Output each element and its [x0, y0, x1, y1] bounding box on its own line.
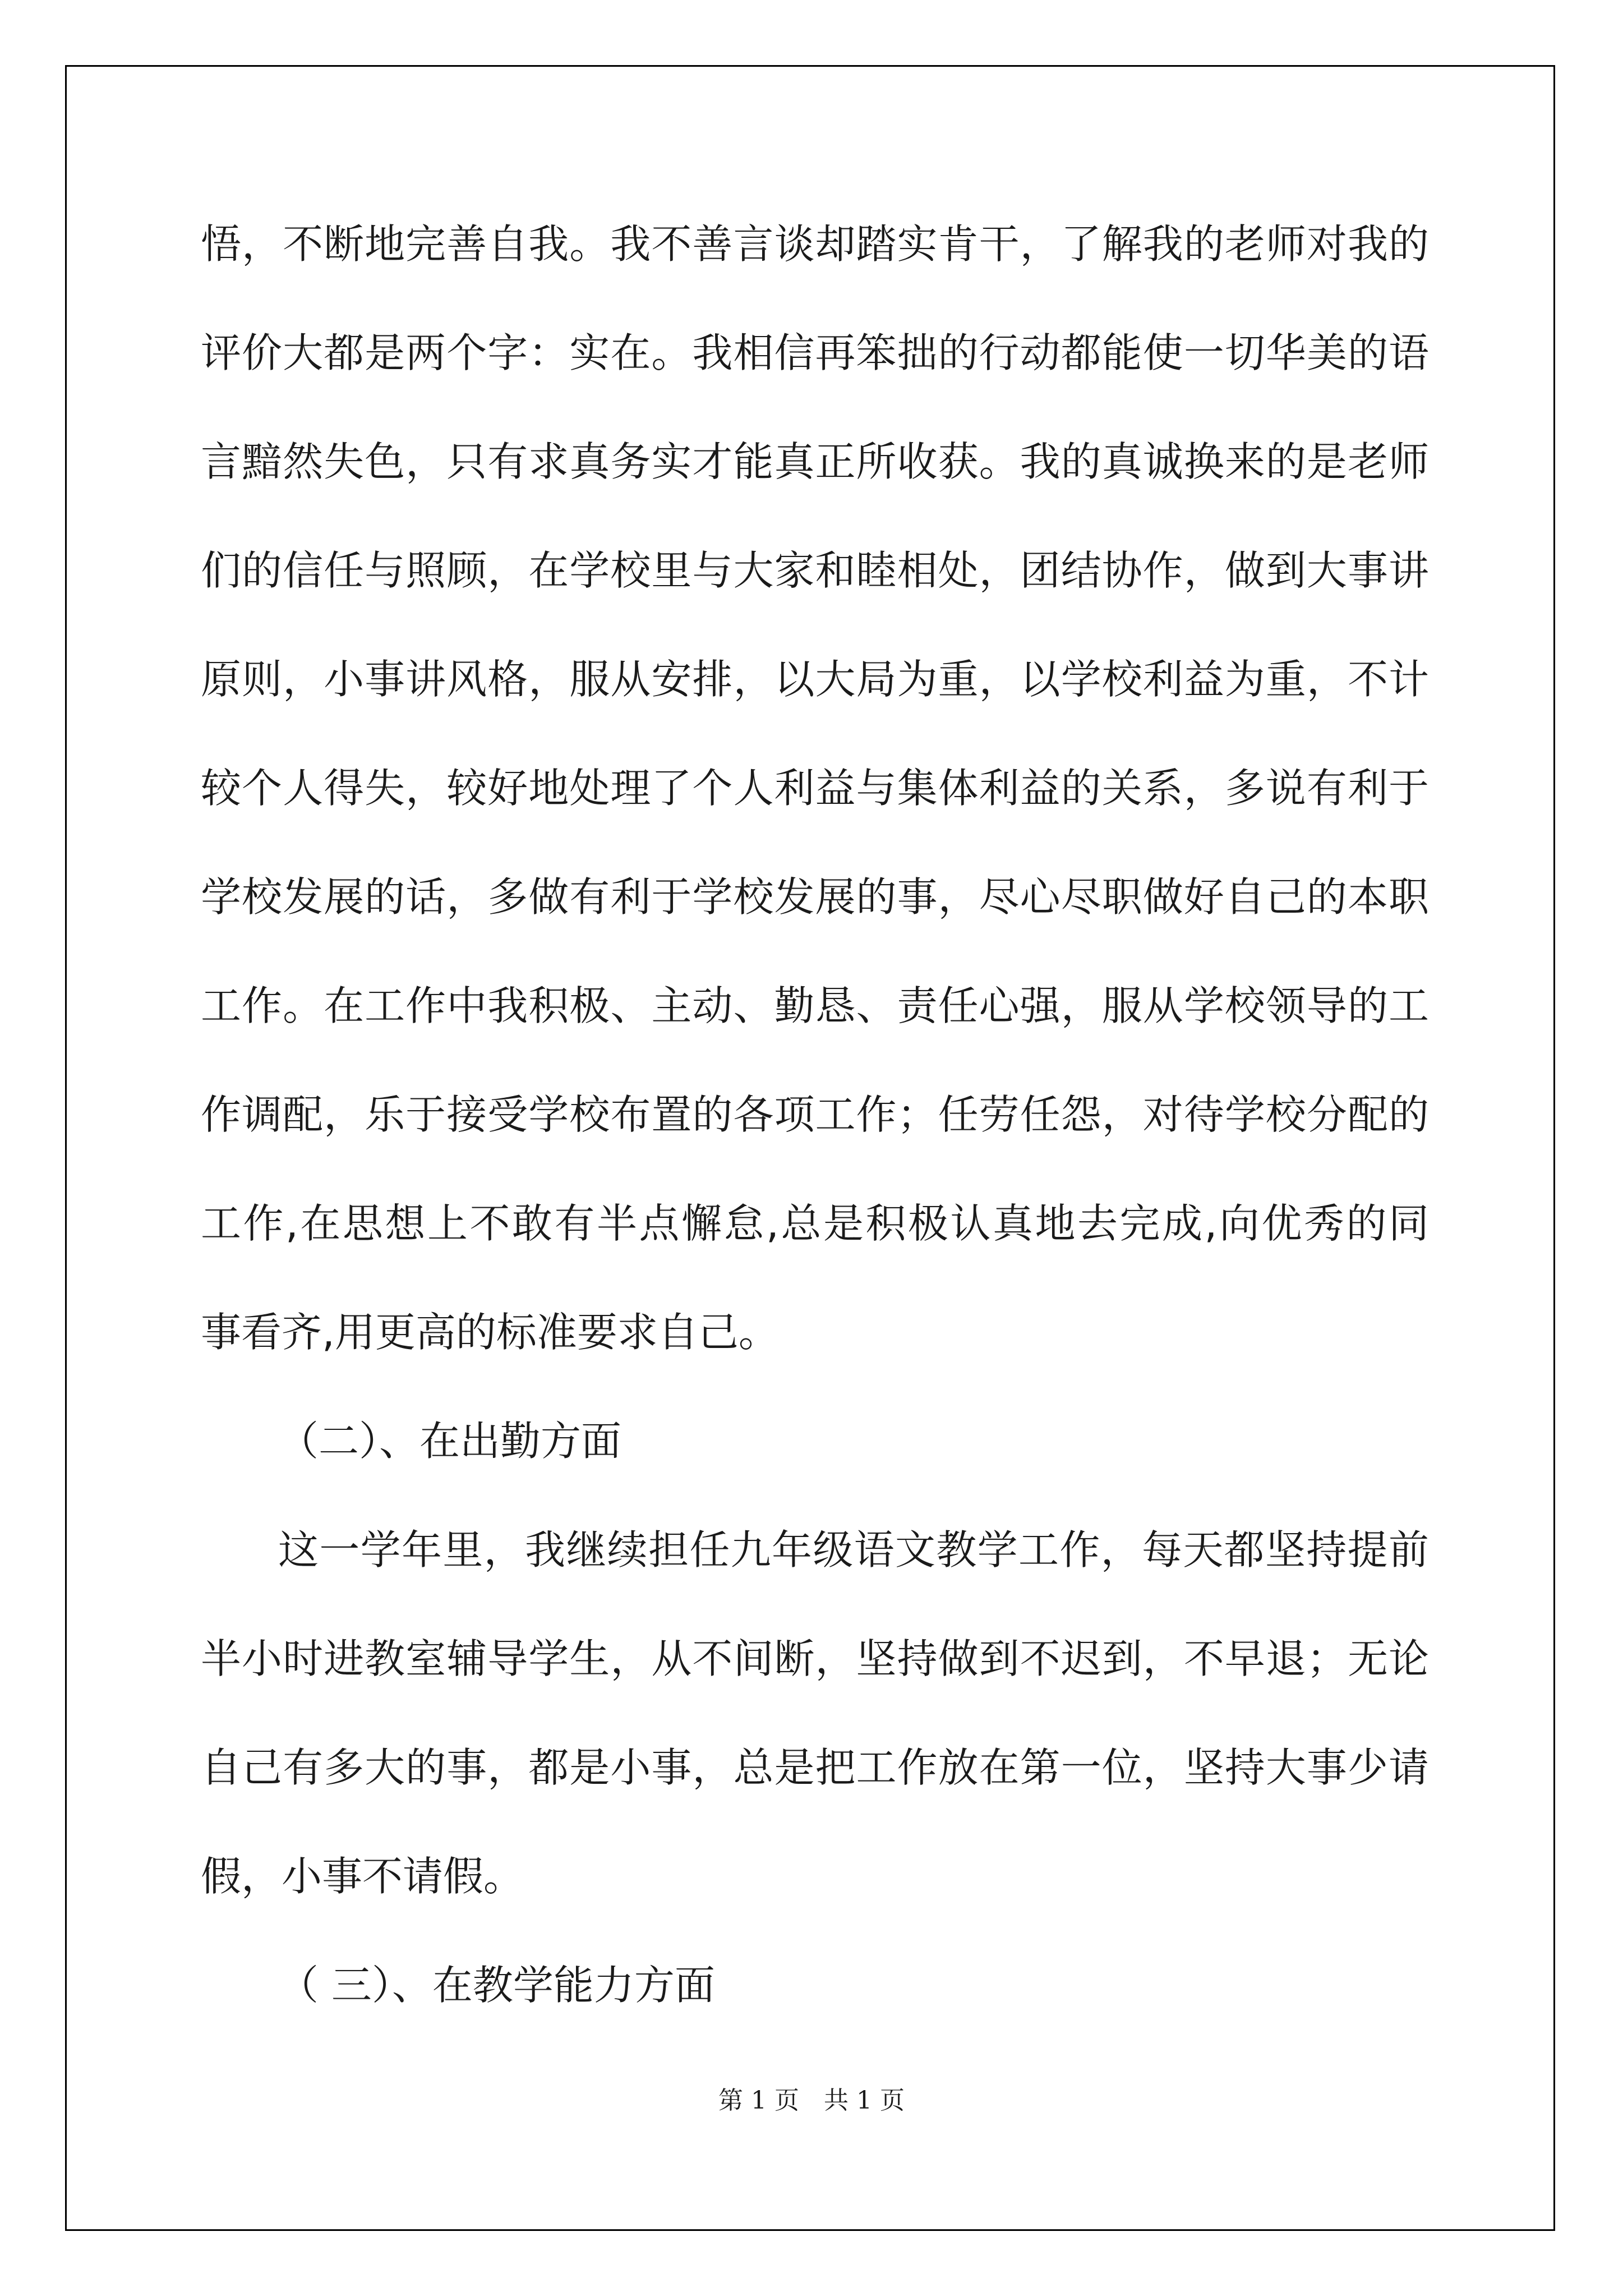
- paragraph-line: 原则，小事讲风格，服从安排，以大局为重，以学校利益为重，不计: [201, 656, 1429, 703]
- paragraph-line: 学校发展的话，多做有利于学校发展的事，尽心尽职做好自己的本职: [201, 873, 1429, 921]
- paragraph-line: 们的信任与照顾，在学校里与大家和睦相处，团结协作，做到大事讲: [201, 547, 1429, 594]
- paragraph-line: 工作。在工作中我积极、主动、勤恳、责任心强，服从学校领导的工: [201, 982, 1429, 1029]
- paragraph-line: 评价大都是两个字：实在。我相信再笨拙的行动都能使一切华美的语: [201, 329, 1429, 376]
- paragraph-line: 半小时进教室辅导学生，从不间断，坚持做到不迟到，不早退；无论: [201, 1635, 1429, 1682]
- paragraph-line: 言黯然失色，只有求真务实才能真正所收获。我的真诚换来的是老师: [201, 438, 1429, 485]
- section-heading: （二）、在出勤方面: [278, 1418, 622, 1465]
- paragraph-line: 自己有多大的事，都是小事，总是把工作放在第一位，坚持大事少请: [201, 1744, 1429, 1791]
- paragraph-line: 作调配，乐于接受学校布置的各项工作；任劳任怨，对待学校分配的: [201, 1091, 1429, 1138]
- paragraph-line: 较个人得失，较好地处理了个人利益与集体利益的关系，多说有利于: [201, 765, 1429, 812]
- page-number: 第 1 页 共 1 页: [718, 2086, 905, 2115]
- paragraph-line: 工作,在思想上不敢有半点懈怠,总是积极认真地去完成,向优秀的同: [201, 1200, 1429, 1247]
- paragraph-line: 假，小事不请假。: [201, 1853, 524, 1900]
- paragraph-line: 这一学年里，我继续担任九年级语文教学工作，每天都坚持提前: [278, 1526, 1429, 1573]
- paragraph-line: 悟，不断地完善自我。我不善言谈却踏实肯干，了解我的老师对我的: [201, 220, 1429, 268]
- paragraph-line: 事看齐,用更高的标准要求自己。: [201, 1309, 779, 1356]
- section-heading: （ 三）、在教学能力方面: [278, 1962, 715, 2009]
